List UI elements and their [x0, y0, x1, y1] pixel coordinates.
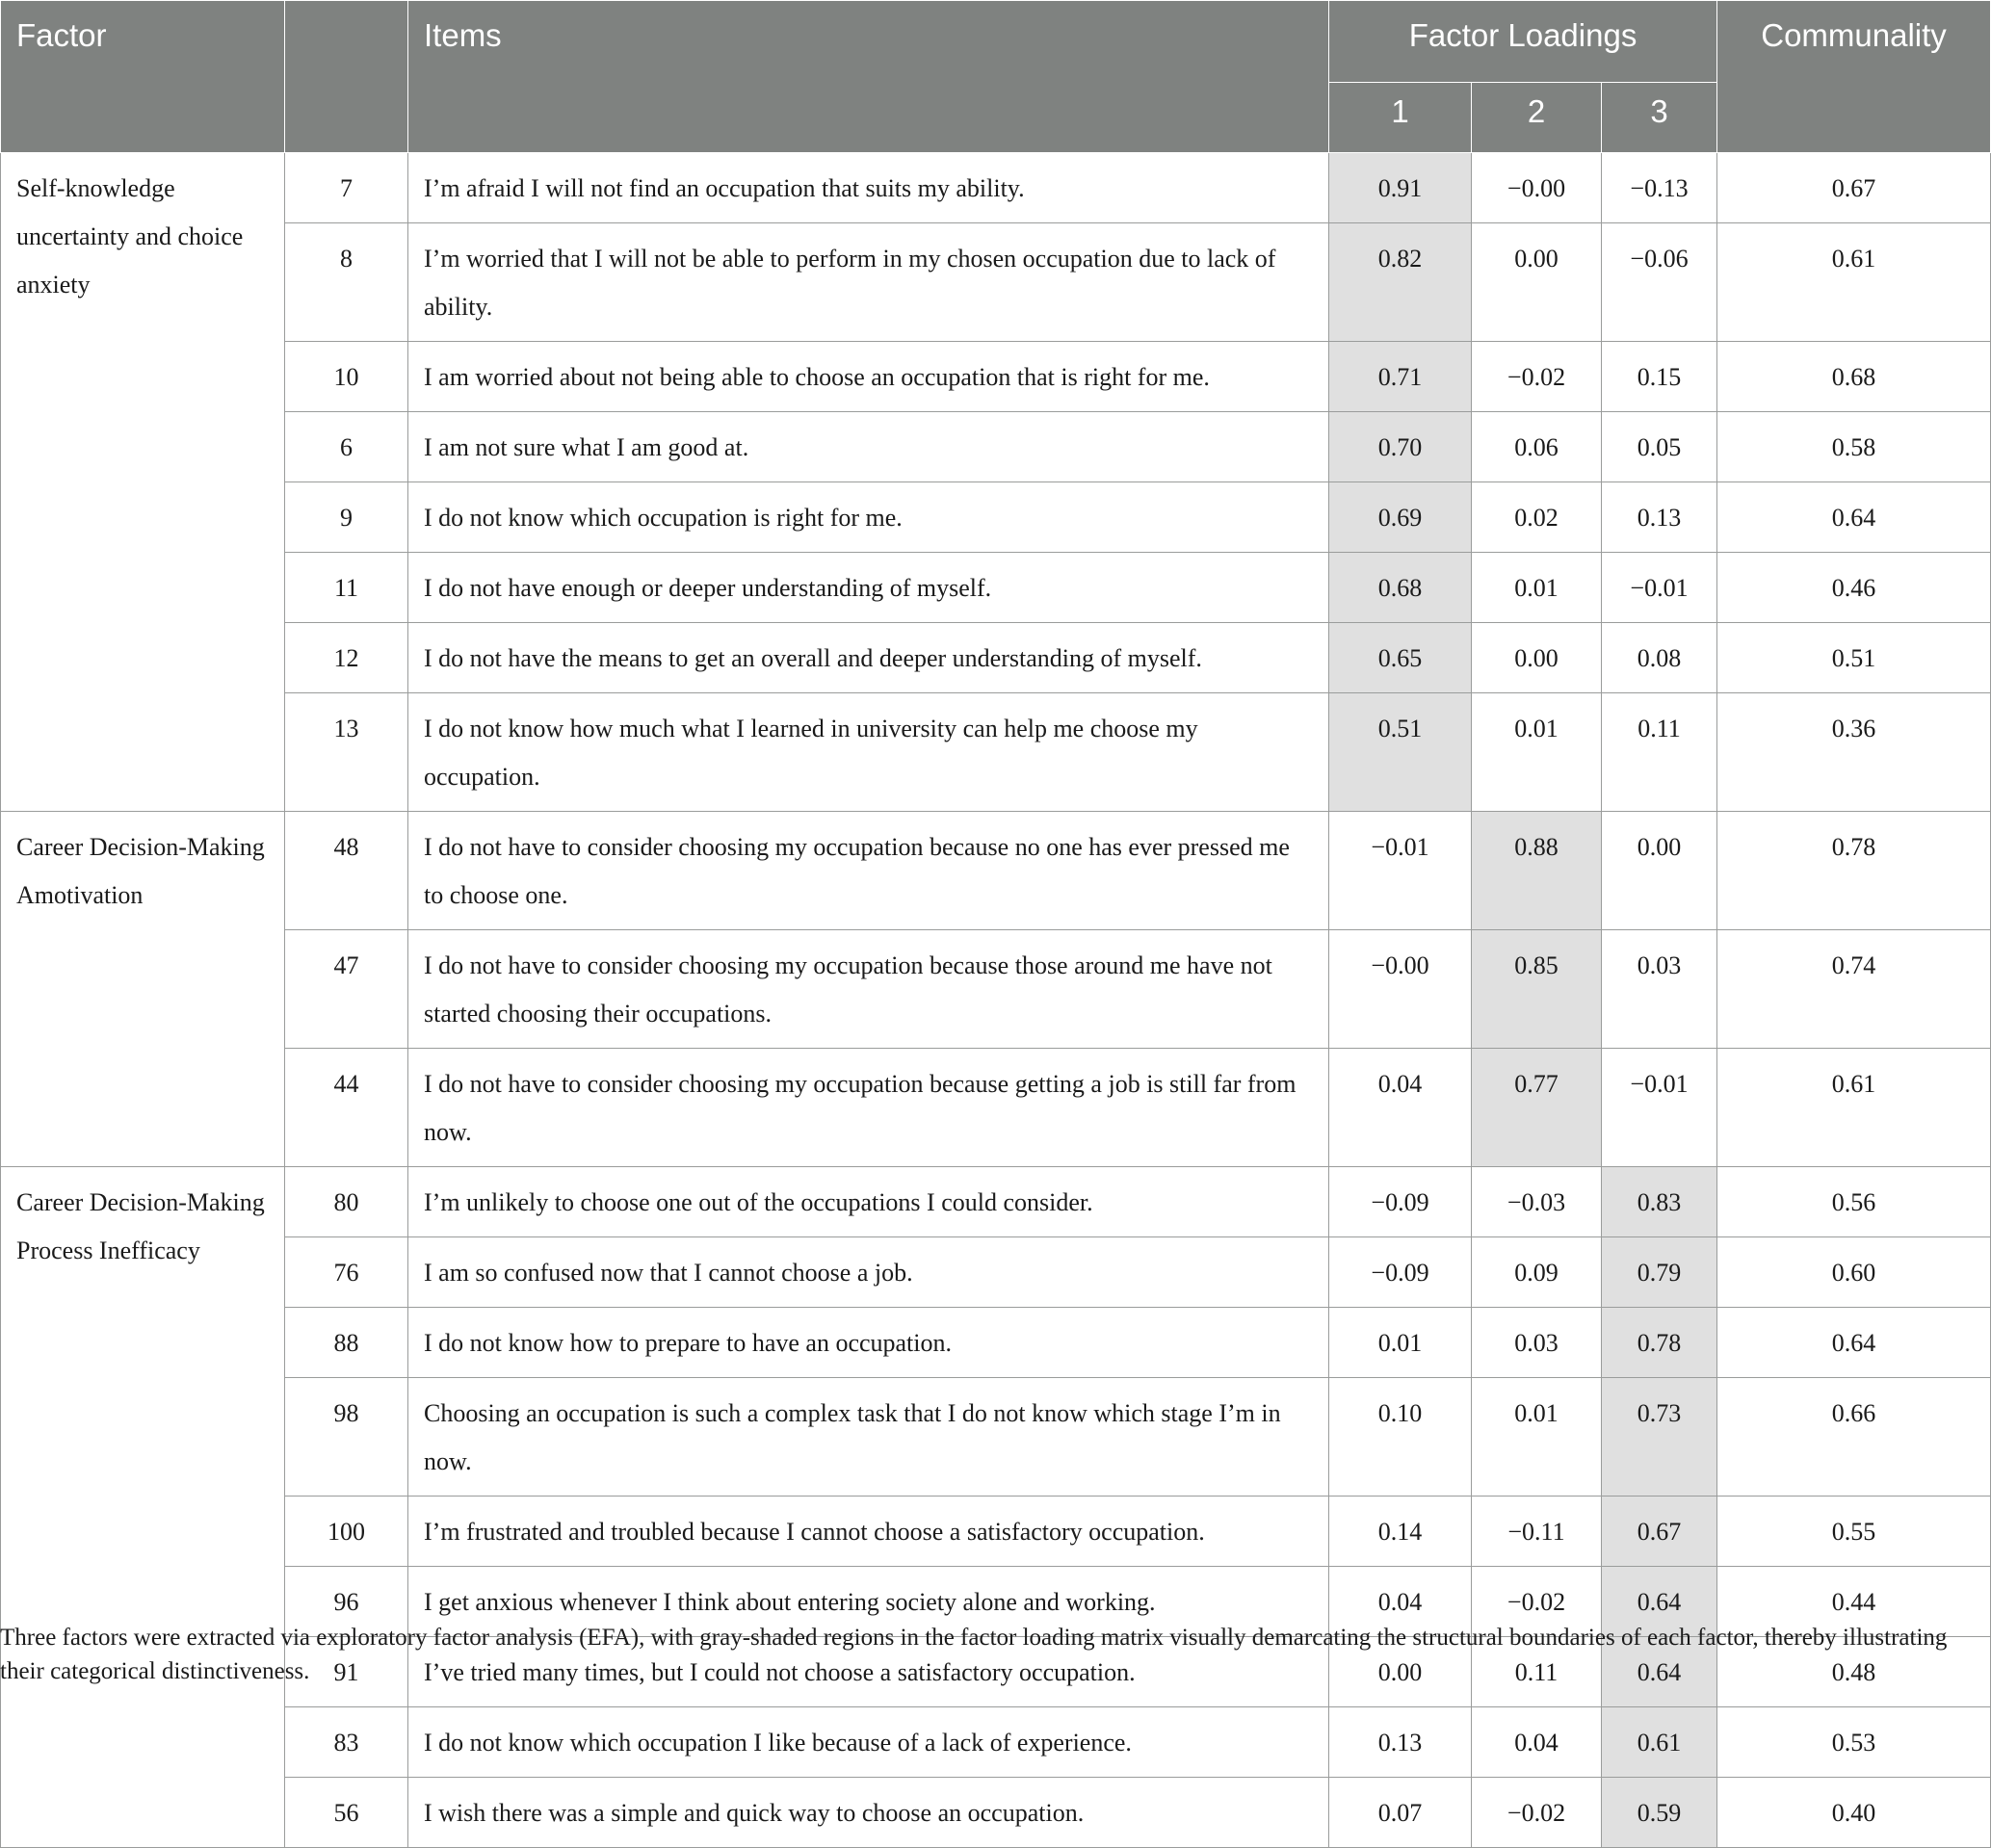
item-number: 47 [285, 930, 408, 1049]
item-number: 100 [285, 1497, 408, 1567]
item-text: I do not have enough or deeper understanding of myself. [408, 553, 1329, 623]
item-number: 96 [285, 1567, 408, 1637]
item-number: 8 [285, 223, 408, 342]
table-row [1, 930, 1991, 1049]
item-text: I get anxious whenever I think about entering society alone and working. [408, 1567, 1329, 1637]
loading-factor-1: 0.82 [1329, 223, 1472, 342]
loading-factor-3: 0.79 [1602, 1237, 1717, 1308]
table-row [1, 812, 1991, 930]
loading-factor-1: 0.04 [1329, 1567, 1472, 1637]
loading-factor-2: 0.03 [1472, 1308, 1602, 1378]
loading-factor-1: 0.10 [1329, 1378, 1472, 1497]
loading-factor-3: −0.01 [1602, 553, 1717, 623]
loading-factor-3: 0.11 [1602, 693, 1717, 812]
item-text: I do not have the means to get an overall and deeper understanding of myself. [408, 623, 1329, 693]
item-number: 83 [285, 1707, 408, 1778]
loading-factor-3: −0.01 [1602, 1049, 1717, 1167]
communality-value: 0.61 [1717, 223, 1991, 342]
loading-factor-3: 0.61 [1602, 1707, 1717, 1778]
loading-factor-1: 0.00 [1329, 1637, 1472, 1707]
item-text: Choosing an occupation is such a complex task that I do not know which stage I’m in now. [408, 1378, 1329, 1497]
communality-value: 0.48 [1717, 1637, 1991, 1707]
loading-factor-1: 0.51 [1329, 693, 1472, 812]
table-row [1, 1378, 1991, 1497]
item-text: I am so confused now that I cannot choose a job. [408, 1237, 1329, 1308]
table-row [1, 553, 1991, 623]
loading-factor-1: −0.01 [1329, 812, 1472, 930]
loading-factor-3: 0.59 [1602, 1778, 1717, 1848]
item-number: 88 [285, 1308, 408, 1378]
loading-factor-2: −0.11 [1472, 1497, 1602, 1567]
header-item-number [285, 1, 408, 153]
loading-factor-2: −0.02 [1472, 342, 1602, 412]
communality-value: 0.44 [1717, 1567, 1991, 1637]
item-number: 91 [285, 1637, 408, 1707]
loading-factor-2: 0.00 [1472, 623, 1602, 693]
item-number: 11 [285, 553, 408, 623]
header-communality: Communality [1717, 1, 1991, 153]
communality-value: 0.60 [1717, 1237, 1991, 1308]
item-text: I’m frustrated and troubled because I cannot choose a satisfactory occupation. [408, 1497, 1329, 1567]
item-text: I do not know how to prepare to have an occupation. [408, 1308, 1329, 1378]
loading-factor-3: 0.64 [1602, 1637, 1717, 1707]
loading-factor-2: 0.77 [1472, 1049, 1602, 1167]
header-items: Items [408, 1, 1329, 153]
item-number: 98 [285, 1378, 408, 1497]
loading-factor-3: 0.13 [1602, 482, 1717, 553]
table-row [1, 1308, 1991, 1378]
header-loading-3: 3 [1602, 83, 1717, 153]
loading-factor-2: 0.85 [1472, 930, 1602, 1049]
item-text: I am worried about not being able to choose an occupation that is right for me. [408, 342, 1329, 412]
item-number: 12 [285, 623, 408, 693]
item-text: I do not know how much what I learned in university can help me choose my occupation. [408, 693, 1329, 812]
loading-factor-2: 0.09 [1472, 1237, 1602, 1308]
header-factor-loadings: Factor Loadings [1329, 1, 1717, 83]
communality-value: 0.56 [1717, 1167, 1991, 1237]
loading-factor-2: 0.02 [1472, 482, 1602, 553]
table-row [1, 153, 1991, 223]
communality-value: 0.64 [1717, 482, 1991, 553]
loading-factor-2: 0.01 [1472, 1378, 1602, 1497]
loading-factor-3: 0.64 [1602, 1567, 1717, 1637]
table-footnote: Three factors were extracted via exploratory factor analysis (EFA), with gray-shaded regions in the factor loading matrix visually demarcating the structural boundaries of each factor, thereby illustrating their categorical distinctiveness. [0, 1625, 1948, 1684]
communality-value: 0.67 [1717, 153, 1991, 223]
loading-factor-1: 0.13 [1329, 1707, 1472, 1778]
loading-factor-1: 0.01 [1329, 1308, 1472, 1378]
table-row [1, 482, 1991, 553]
loading-factor-2: 0.88 [1472, 812, 1602, 930]
loading-factor-1: 0.71 [1329, 342, 1472, 412]
item-text: I do not know which occupation I like because of a lack of experience. [408, 1707, 1329, 1778]
table-row [1, 1778, 1991, 1848]
communality-value: 0.78 [1717, 812, 1991, 930]
table-row [1, 342, 1991, 412]
item-text: I’m worried that I will not be able to perform in my chosen occupation due to lack of ability. [408, 223, 1329, 342]
table-row [1, 1167, 1991, 1237]
loading-factor-2: 0.11 [1472, 1637, 1602, 1707]
communality-value: 0.74 [1717, 930, 1991, 1049]
item-number: 6 [285, 412, 408, 482]
communality-value: 0.36 [1717, 693, 1991, 812]
item-number: 7 [285, 153, 408, 223]
communality-value: 0.61 [1717, 1049, 1991, 1167]
loading-factor-1: 0.69 [1329, 482, 1472, 553]
table-row [1, 412, 1991, 482]
communality-value: 0.46 [1717, 553, 1991, 623]
table-header [1, 1, 1991, 153]
item-text: I’ve tried many times, but I could not choose a satisfactory occupation. [408, 1637, 1329, 1707]
loading-factor-3: 0.83 [1602, 1167, 1717, 1237]
loading-factor-2: 0.04 [1472, 1707, 1602, 1778]
loading-factor-2: 0.01 [1472, 553, 1602, 623]
loading-factor-1: 0.91 [1329, 153, 1472, 223]
loading-factor-1: −0.00 [1329, 930, 1472, 1049]
table-row [1, 623, 1991, 693]
loading-factor-2: 0.00 [1472, 223, 1602, 342]
header-loading-1: 1 [1329, 83, 1472, 153]
loading-factor-1: −0.09 [1329, 1167, 1472, 1237]
communality-value: 0.68 [1717, 342, 1991, 412]
communality-value: 0.53 [1717, 1707, 1991, 1778]
communality-value: 0.64 [1717, 1308, 1991, 1378]
loading-factor-1: 0.04 [1329, 1049, 1472, 1167]
item-text: I do not know which occupation is right for me. [408, 482, 1329, 553]
table-row [1, 1707, 1991, 1778]
item-number: 9 [285, 482, 408, 553]
table-row [1, 693, 1991, 812]
loading-factor-1: −0.09 [1329, 1237, 1472, 1308]
loading-factor-2: −0.02 [1472, 1567, 1602, 1637]
loading-factor-3: 0.73 [1602, 1378, 1717, 1497]
item-text: I do not have to consider choosing my occupation because getting a job is still far from now. [408, 1049, 1329, 1167]
table-row [1, 1049, 1991, 1167]
loading-factor-1: 0.65 [1329, 623, 1472, 693]
item-number: 48 [285, 812, 408, 930]
loading-factor-3: 0.67 [1602, 1497, 1717, 1567]
item-number: 10 [285, 342, 408, 412]
loading-factor-3: −0.13 [1602, 153, 1717, 223]
loading-factor-3: 0.08 [1602, 623, 1717, 693]
header-loading-2: 2 [1472, 83, 1602, 153]
loading-factor-2: −0.00 [1472, 153, 1602, 223]
table-row [1, 1497, 1991, 1567]
header-factor: Factor [1, 1, 285, 153]
item-text: I am not sure what I am good at. [408, 412, 1329, 482]
table-body [1, 153, 1991, 1848]
loading-factor-1: 0.68 [1329, 553, 1472, 623]
loading-factor-2: 0.06 [1472, 412, 1602, 482]
loading-factor-2: −0.02 [1472, 1778, 1602, 1848]
loading-factor-3: 0.00 [1602, 812, 1717, 930]
communality-value: 0.40 [1717, 1778, 1991, 1848]
item-number: 80 [285, 1167, 408, 1237]
table-row [1, 223, 1991, 342]
communality-value: 0.66 [1717, 1378, 1991, 1497]
item-text: I’m unlikely to choose one out of the occupations I could consider. [408, 1167, 1329, 1237]
loading-factor-3: 0.03 [1602, 930, 1717, 1049]
table-row [1, 1237, 1991, 1308]
loading-factor-2: 0.01 [1472, 693, 1602, 812]
loading-factor-2: −0.03 [1472, 1167, 1602, 1237]
factor-name: Self-knowledge uncertainty and choice anxiety [1, 153, 285, 812]
item-number: 76 [285, 1237, 408, 1308]
loading-factor-3: −0.06 [1602, 223, 1717, 342]
item-number: 13 [285, 693, 408, 812]
loading-factor-1: 0.70 [1329, 412, 1472, 482]
communality-value: 0.58 [1717, 412, 1991, 482]
loading-factor-3: 0.05 [1602, 412, 1717, 482]
communality-value: 0.55 [1717, 1497, 1991, 1567]
loading-factor-3: 0.78 [1602, 1308, 1717, 1378]
loading-factor-1: 0.07 [1329, 1778, 1472, 1848]
item-text: I do not have to consider choosing my occupation because those around me have not started choosing their occupations. [408, 930, 1329, 1049]
loading-factor-3: 0.15 [1602, 342, 1717, 412]
item-text: I wish there was a simple and quick way to choose an occupation. [408, 1778, 1329, 1848]
loading-factor-1: 0.14 [1329, 1497, 1472, 1567]
factor-name: Career Decision-Making Process Inefficacy [1, 1167, 285, 1848]
item-text: I do not have to consider choosing my occupation because no one has ever pressed me to choose one. [408, 812, 1329, 930]
factor-name: Career Decision-Making Amotivation [1, 812, 285, 1167]
communality-value: 0.51 [1717, 623, 1991, 693]
item-number: 44 [285, 1049, 408, 1167]
item-number: 56 [285, 1778, 408, 1848]
item-text: I’m afraid I will not find an occupation that suits my ability. [408, 153, 1329, 223]
